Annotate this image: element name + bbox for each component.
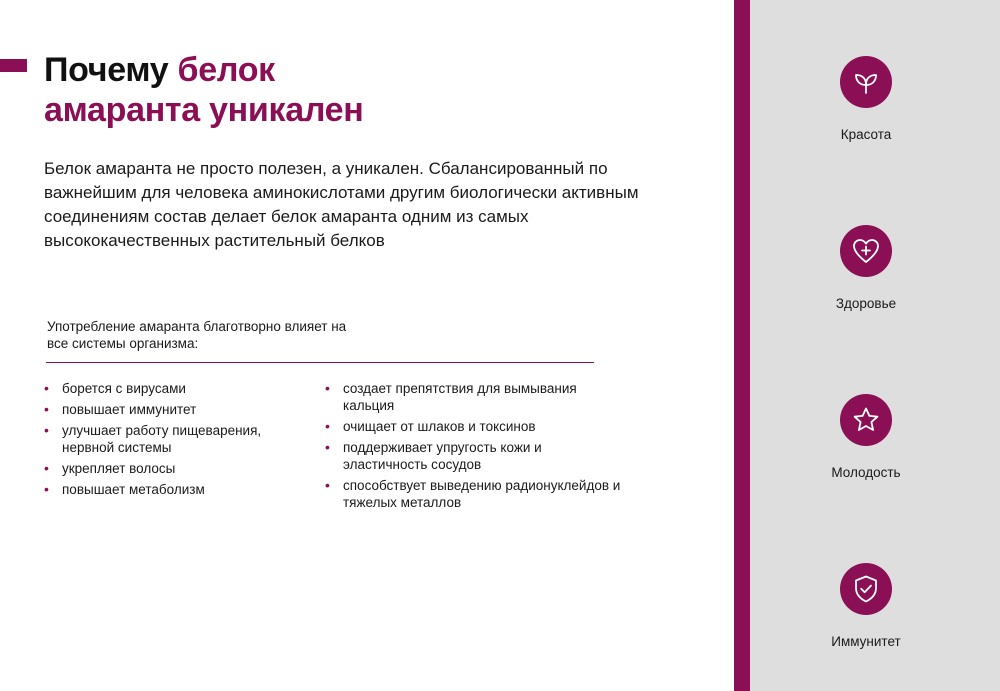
shield-check-icon bbox=[840, 563, 892, 615]
feature-beauty bbox=[790, 56, 942, 142]
feature-label: Здоровье bbox=[835, 296, 897, 311]
list-item-text: укрепляет волосы bbox=[62, 461, 176, 476]
bullet-icon: • bbox=[325, 418, 330, 434]
bullet-icon: • bbox=[325, 380, 330, 396]
page-title bbox=[44, 50, 364, 130]
bullet-icon: • bbox=[44, 380, 49, 396]
title-accent-bar bbox=[0, 59, 27, 72]
list-item bbox=[44, 481, 304, 498]
list-item bbox=[325, 380, 625, 414]
side-accent-stripe bbox=[734, 0, 750, 691]
feature-health bbox=[790, 225, 942, 311]
list-item-text: способствует выведению радионуклейдов и тяжелых металлов bbox=[343, 478, 621, 510]
list-item-text: борется с вирусами bbox=[62, 381, 186, 396]
intro-paragraph: Белок амаранта не просто полезен, а уникален. Сбалансированный по важнейшим для человека аминокислотами другим биологически активным соединениям состав делает белок амаранта одним из самых высококачественных растительный белков bbox=[44, 159, 639, 250]
list-item-text: поддерживает упругость кожи и эластичность сосудов bbox=[343, 440, 542, 472]
list-item-text: повышает иммунитет bbox=[62, 402, 197, 417]
bullet-list-left bbox=[44, 380, 304, 502]
list-item-text: улучшает работу пищеварения, нервной системы bbox=[62, 423, 262, 455]
lead-text: Употребление амаранта благотворно влияет на все системы организма: bbox=[47, 319, 347, 351]
list-item-text: повышает метаболизм bbox=[62, 482, 205, 497]
list-item bbox=[325, 439, 625, 473]
star-icon bbox=[840, 394, 892, 446]
feature-label: Иммунитет bbox=[831, 634, 901, 649]
list-item bbox=[325, 477, 625, 511]
list-item bbox=[44, 401, 304, 418]
list-item-text: очищает от шлаков и токсинов bbox=[343, 419, 536, 434]
bullet-icon: • bbox=[325, 439, 330, 455]
list-item-text: создает препятствия для вымывания кальция bbox=[343, 381, 577, 413]
list-item bbox=[325, 418, 625, 435]
bullet-icon: • bbox=[44, 422, 49, 438]
list-item bbox=[44, 422, 304, 456]
list-item bbox=[44, 380, 304, 397]
leaf-icon bbox=[840, 56, 892, 108]
feature-immunity bbox=[790, 563, 942, 649]
bullet-icon: • bbox=[325, 477, 330, 493]
bullet-icon: • bbox=[44, 401, 49, 417]
feature-label: Молодость bbox=[831, 465, 901, 480]
bullet-icon: • bbox=[44, 460, 49, 476]
list-item bbox=[44, 460, 304, 477]
bullet-list-right bbox=[325, 380, 625, 515]
bullet-icon: • bbox=[44, 481, 49, 497]
title-accent-word: белок bbox=[177, 51, 275, 89]
divider bbox=[46, 362, 594, 363]
feature-youth bbox=[790, 394, 942, 480]
title-plain-word: Почему bbox=[44, 51, 169, 89]
heart-plus-icon bbox=[840, 225, 892, 277]
title-accent-line: амаранта уникален bbox=[44, 91, 364, 129]
feature-label: Красота bbox=[840, 127, 892, 142]
